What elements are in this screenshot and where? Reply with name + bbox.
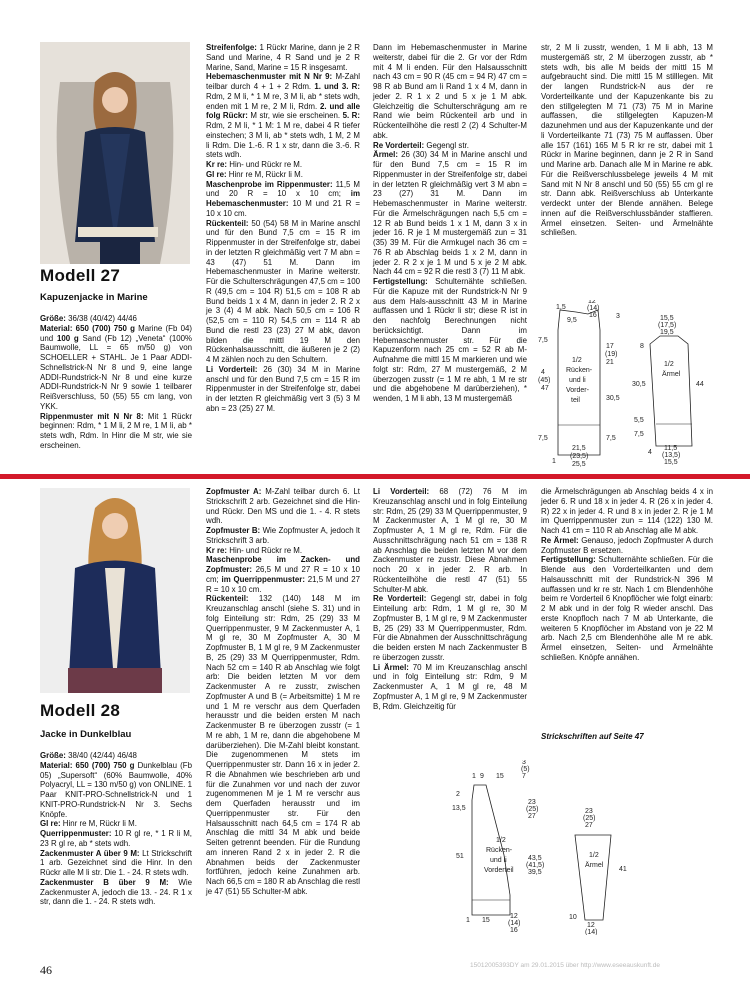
d27-h5: 30,5 <box>606 395 620 402</box>
model27-column-2 <box>206 43 360 414</box>
model28-photo-illustration <box>40 488 190 693</box>
d28-t4b: 7 <box>522 773 526 780</box>
model28-column-2 <box>206 487 360 897</box>
d27-h4a: (45) <box>538 377 551 384</box>
d27-label4: Vorder- <box>566 387 589 394</box>
d27-h3: 4 <box>541 369 545 376</box>
d27s-label2: Ärmel <box>662 371 681 378</box>
d28s-label1: 1/2 <box>589 852 599 859</box>
d28-b3a: (14) <box>508 920 521 927</box>
d27s-t1b: 19,5 <box>660 329 674 336</box>
d28-b3: 12 <box>510 913 518 920</box>
model27-col1-paragraph: Material: 650 (700) 750 g Marine (Fb 04) und 100 g Sand (Fb 12) „Veneta“ (100% Baumwolle, LL = 65 m/50 g) von SCHOELLER + STAHL. Je 1 Paar ADDI-Schnellstrick-N Nr 8 und 9, eine lange ADDI-Rundstrick-N Nr 8 und eine kurze ADDI-Rundstrick-N Nr 9 sowie 1 teilbarer Reißverschluss, 50 (55) 55 cm lang, von YKK. <box>40 323 193 411</box>
d27s-b2a: (13,5) <box>662 452 681 459</box>
model27-col2-paragraph: Streifenfolge: 1 Rückr Marine, dann je 2 R Sand und Marine, 4 R Sand und je 2 R Marine, Sand, Marine = 15 R insgesamt. <box>206 43 360 72</box>
model27-col2-paragraph: Hebemaschenmuster mit N Nr 9: M-Zahl teilbar durch 4 + 1 + 2 Rdm. 1. und 3. R: Rdm, 2 M li, * 1 M re, 3 M li, ab * stets wdh, enden mit 1 M re, 2 M li, Rdm. 2. und alle folg Rückr: M str, wie sie erscheinen. 5. R: Rdm, 2 M li, * 1 M: 1 M re, dabei 4 R tiefer einstechen; 3 M li, ab * stets wdh, 1 M, 2 M li Rdm. Die 1.-6. R 1 x str, dann die 3.-6. R stets wdh. <box>206 72 361 160</box>
model27-col1-paragraph: Größe: 36/38 (40/42) 44/46 <box>40 314 137 323</box>
d28-t2: 9 <box>480 773 484 780</box>
model28-column-3 <box>373 487 527 711</box>
d27-d4: 3 <box>616 313 620 320</box>
d27-d3a: (14) <box>587 305 600 312</box>
d28-label4: Vorderteil <box>484 867 514 874</box>
model27-col2-paragraph: Maschenprobe im Rippenmuster: 11,5 M und 20 R = 10 x 10 cm; im Hebemaschenmuster: 10 M und 21 R = 10 x 10 cm. <box>206 179 360 218</box>
model27-body-diagram <box>536 300 636 470</box>
model28-col1-paragraph: Zackenmuster A über 9 M: Lt Strickschrift 1 arb. Gezeichnet sind die Hinr. In den Rückr alle M li str. Die 1. - 24. R stets wdh. <box>40 848 192 877</box>
d27-w1: 1 <box>552 458 556 465</box>
d28s-b2: 12 <box>587 922 595 929</box>
model28-col1-paragraph: Zackenmuster B über 9 M: Wie Zackenmuster A, jedoch die 13. - 24. R 1 x str, dann die 1. - 24. R stets wdh. <box>40 877 192 907</box>
d27s-b2b: 15,5 <box>664 459 678 466</box>
model27-column-3 <box>373 43 527 404</box>
d27s-s1: 8 <box>640 343 644 350</box>
model28-col1-paragraph: Größe: 38/40 (42/44) 46/48 <box>40 751 137 760</box>
d27s-s2: 30,5 <box>632 381 646 388</box>
d27-label1: 1/2 <box>572 357 582 364</box>
model27-column-1 <box>40 314 192 451</box>
d28-h3a: (25) <box>526 806 539 813</box>
model28-col3-paragraph: Re Vorderteil: Gegengl str, dabei in folg Einteilung arb: Rdm, 1 M gl re, 30 M Zopfmuster B, 1 M gl re, 9 M Zackenmuster B, 25 (29) 33 M Querrippenmuster, Rdm. Für die Abnahmen der Ausschnittschrägung die beiden ersten M nach Zackenmuster B re überzogen zusstr. <box>373 594 527 662</box>
footer-watermark: 15012005393DY am 29.01.2015 über http://www.eseeauskunft.de <box>470 962 660 969</box>
d28s-t1a: (25) <box>583 815 596 822</box>
d28-h5: 43,5 <box>528 855 542 862</box>
d27-d3b: 16 <box>589 312 597 319</box>
model27-col1-paragraph: Rippenmuster mit N Nr 8: Mit 1 Rückr beginnen: Rdm, * 1 M li, 2 M re, 1 M li, ab * stets wdh, Rdm. In Hinr die M str, wie sie erscheinen. <box>40 411 192 450</box>
model28-photo <box>40 488 190 693</box>
model27-col2-paragraph: Kr re: Hin- und Rückr re M. <box>206 160 303 169</box>
model28-col4-paragraph: Fertigstellung: Schulternähte schließen. Für die Blende aus den Vorderteilkanten und dem Halsausschnitt mit der Rundstrick-N 396 M auffassen und kr re str. Nach 1 cm Blendenhöhe beim re Vorderteil 6 Knopflöcher wie folgt einarb: 2 M abk und in der folg R wieder anschl. Das erste Knopfloch nach 7 M ab Unterkante, die weiteren 5 Knopflöcher im Abstand von je 22 M arb. Nach 2,5 cm Blendenhöhe alle M re abk. Ärmel einsetzen, Seiten- und Ärmelnähte schließen. Knöpfe annähen. <box>541 555 713 662</box>
d27-h1: 7,5 <box>538 337 548 344</box>
model27-column-4 <box>541 43 713 238</box>
d28-b1: 1 <box>466 917 470 924</box>
d28s-label2: Ärmel <box>585 862 604 869</box>
d27-label5: teil <box>571 397 580 404</box>
d28-t4a: (5) <box>521 766 530 773</box>
d28s-s1: 41 <box>619 866 627 873</box>
model28-col1-paragraph: Querrippenmuster: 10 R gl re, * 1 R li M, 23 R gl re, ab * stets wdh. <box>40 829 192 848</box>
model27-col2-paragraph: Li Vorderteil: 26 (30) 34 M in Marine anschl und für den Bund 7,5 cm = 15 R im Rippenmuster in der Streifenfolge str, dabei in der letzten R gleichmäßig vert 3 (5) 3 M abn = 23 (25) 27 M. <box>206 364 360 413</box>
model27-col4-paragraph: str, 2 M li zusstr, wenden, 1 M li abh, 13 M mustergemäß str, 2 M überzogen zusstr, ab * stets wdh, bis alle M beids der mittl 15 M aufgebraucht sind. Die mittl 15 M stilllegen. Mit der langen Rundstrick-N aus der re Vorderteilkante und der Kapuzenkante bis zu den stillgelegten M 71 (73) 75 M in Marine auffassen, die stillgelegten Kapuzen-M dazunehmen und aus der Kapuzenkante und der li Vorderteilkante 71 (73) 75 M auffassen. Über alle 157 (161) 165 M 5 R kr re str, dabei mit 1 Rückr in Marine beginnen, dann je 2 R in Sand und Marine arb. Danach alle M in Marine re abk. Für die Reißverschlussbelege jeweils 4 M mit Sand mit N Nr 8 anschl und 50 (55) 55 cm gl re str. Dann abk. Reißverschluss ab Unterkante verdeckt unter der Blende annähen. Belege innen auf die Reißverschlussbänder staffieren. Ärmel einsetzen. Seiten- und Ärmelnähte schließen. <box>541 43 713 238</box>
d28-h4: 51 <box>456 853 464 860</box>
d28-h5b: 39,5 <box>528 869 542 876</box>
d27-w2: 21,5 <box>572 445 586 452</box>
section-divider <box>0 474 750 479</box>
d27-w2b: 25,5 <box>572 461 586 468</box>
d27-d1: 1,5 <box>556 304 566 311</box>
d27s-label1: 1/2 <box>664 361 674 368</box>
model27-title: Modell 27 <box>40 266 121 285</box>
d27-h4b: 47 <box>541 385 549 392</box>
d28-b3b: 16 <box>510 927 518 934</box>
d27-h2: 17 <box>606 343 614 350</box>
d28-t3: 15 <box>496 773 504 780</box>
model28-col3-paragraph: Li Vorderteil: 68 (72) 76 M im Kreuzanschlag anschl und in folg Einteilung str: Rdm, 25 (29) 33 M Querrippenmuster, 9 M Zackenmuster A, 1 M gl re, 30 M Zopfmuster A, 1 M gl re, Rdm. Für die Ausschnittschrägung nach 51 cm = 138 R ab Anschlag die beiden letzten M vor dem Zackenmuster re zusstr. Diese Abnahmen noch 20 x in jeder 2. R arb. In Rückenteilhöhe die restl 47 (51) 55 Schulter-M abk. <box>373 487 527 594</box>
d27-h2b: 21 <box>606 359 614 366</box>
d28-label3: und li <box>490 857 507 864</box>
d27s-b2: 11,5 <box>664 445 678 452</box>
d28-h2: 13,5 <box>452 805 466 812</box>
chart-reference-note: Strickschriften auf Seite 47 <box>541 732 644 741</box>
model28-col2-paragraph: Zopfmuster B: Wie Zopfmuster A, jedoch lt Strickschrift 3 arb. <box>206 526 360 545</box>
d27s-b1: 4 <box>648 449 652 456</box>
model28-column-1 <box>40 751 192 907</box>
d28-t4: 3 <box>522 760 526 766</box>
d28-label1: 1/2 <box>496 837 506 844</box>
model27-col2-paragraph: Rückenteil: 50 (54) 58 M in Marine anschl und für den Bund 7,5 cm = 15 R im Rippenmuster in der Streifenfolge str, dabei in der letzten R gleichmäßig vert 7 M abn = 43 (47) 51 M. Dann im Hebemaschenmuster in Marine weiterstr. Für die Schulterschrägungen 47,5 cm = 100 R (49,5 cm = 104 R) 51,5 cm = 108 R ab Bund beids 1 x 4 M, dann in jeder 2. R 2 x je 3 (4) 4 M abk. Nach 50,5 cm = 106 R (52,5 cm = 110 R) 54,5 cm = 114 R ab Bund die restl 23 (23) 27 M abk, davon bilden die mittl 19 M den Rückenhalsausschnitt, die äußeren je 2 (2) 4 M zählen noch zu den Schultern. <box>206 218 360 364</box>
model28-col2-paragraph: Kr re: Hin- und Rückr re M. <box>206 545 303 555</box>
model28-col3-paragraph: Li Ärmel: 70 M im Kreuzanschlag anschl und in folg Einteilung str: Rdm, 9 M Zackenmuster A, 1 M gl re, 48 M Zopfmuster A, 1 M gl re, 9 M Zackenmuster B, Rdm. Gleichzeitig für <box>373 662 527 711</box>
d28s-b1: 10 <box>569 914 577 921</box>
d27s-s3: 44 <box>696 381 704 388</box>
model27-photo-illustration <box>40 42 190 264</box>
model28-body-diagram <box>450 760 550 935</box>
d28-t1: 1 <box>472 773 476 780</box>
model28-column-4 <box>541 487 713 663</box>
d28-h3b: 27 <box>528 813 536 820</box>
model28-col1-paragraph: Gl re: Hinr re M, Rückr li M. <box>40 819 137 829</box>
d28-h1: 2 <box>456 791 460 798</box>
model28-col4-paragraph: die Ärmelschrägungen ab Anschlag beids 4 x in jeder 6. R und 18 x in jeder 4. R (26 x in jeder 4. R) 22 x in jeder 4. R und 8 x in jeder 2. R je 1 M im Querrippenmuster zun = 114 (122) 130 M. Nach 41 cm = 110 R ab Anschlag alle M abk. <box>541 487 713 535</box>
model28-col4-paragraph: Re Ärmel: Genauso, jedoch Zopfmuster A durch Zopfmuster B ersetzen. <box>541 535 713 555</box>
d28s-t1b: 27 <box>585 822 593 829</box>
d28-h3: 23 <box>528 799 536 806</box>
model28-col2-paragraph: Rückenteil: 132 (140) 148 M im Kreuzanschlag anschl (siehe S. 31) und in folg Einteilung str: Rdm, 25 (29) 33 M Querrippenmuster, 9 M Zackenmuster A, 1 M gl re, 30 M Zopfmuster A, 30 M Zopfmuster B, 1 M gl re, 9 M Zackenmuster B, 25 (29) 33 M Querrippenmuster, Rdm. Nach 52 cm = 140 R ab Anschlag wie folgt arb: Die beiden letzten M vor dem Zackenmuster A re zusstr, zwischen Zopfmuster A und B (= Arbeitsmitte) 1 M re und 1 M re verschr aus dem Querfaden herausstr und die beiden ersten M nach Zackenmuster B re überzogen zusstr (= 1 M re abh, 1 M re, dann die abgehobene M darüberziehen). Die M-Zahl bleibt konstant. Die zugenommenen M stets im Querrippenmuster str. Dann 16 x in jeder 2. R die Abnahmen wie beschrieben arb und für die Zunahmen vor und nach der zuvor zugenommenen M je 1 M re verschr aus dem Querfaden herausstr und im Querrippenmuster str. Für den Halsausschnitt nach 64,5 cm = 174 R ab Anschlag die mittl 34 M abk und beide Seiten getrennt beenden. Für die Rundung am inneren Rand 2 x in jeder 2. R die Abnahmen beids der Zackenmuster fortführen, jedoch keine Zunahmen arb. Nach 66,5 cm = 180 R ab Anschlag die restl je 47 (51) 55 Schulter-M abk. <box>206 594 360 896</box>
page-number: 46 <box>40 963 52 977</box>
d27-label3: und li <box>569 377 586 384</box>
d28s-b2a: (14) <box>585 929 598 935</box>
d28-h5a: (41,5) <box>526 862 545 869</box>
d28-label2: Rücken- <box>486 847 513 854</box>
d27s-s4: 5,5 <box>634 417 644 424</box>
model27-col2-paragraph: Gl re: Hinr re M, Rückr li M. <box>206 169 303 179</box>
d27-w2a: (23,5) <box>570 453 589 460</box>
model28-subtitle: Jacke in Dunkelblau <box>40 729 132 740</box>
model27-col3-paragraph: Fertigstellung: Schulternähte schließen. Für die Kapuze mit der Rundstrick-N Nr 9 aus dem Hals-ausschnitt 43 M in Marine auffassen und 1 Rückr li str; diese R ist in den nachfolg Berechnungen nicht berücksichtigt. Dann im Hebemaschenmuster str. Für die Kapuzenform nach 25 cm = 52 R ab M-Aufnahme die mittl 15 M markieren und wie folgt str: Rdm, 27 M mustergemäß, 2 M überzogen zusstr (= 1 M re abh, 1 M re str und die abgehobene M darüberziehen), * wenden, 1 M li abh, 13 M mustergemäß <box>373 277 527 403</box>
d27-h2a: (19) <box>605 351 618 358</box>
d27-h7: 7,5 <box>606 435 616 442</box>
model28-col2-paragraph: Zopfmuster A: M-Zahl teilbar durch 6. Lt Strickschrift 2 arb. Gezeichnet sind die Hin- und Rückr. Den MS und die 1. - 4. R stets wdh. <box>206 487 361 526</box>
model28-col1-paragraph: Material: 650 (700) 750 g Dunkelblau (Fb 05) „Supersoft“ (60% Baumwolle, 40% Polyacryl, LL = 130 m/50 g) von ONLINE. 1 Paar KNIT-PRO-Schnellstrick-N und 1 KNIT-PRO-Rundstrick-N Nr 3. Sechs Knöpfe. <box>40 760 193 819</box>
d27-label2: Rücken- <box>566 367 593 374</box>
d27s-s5: 7,5 <box>634 431 644 438</box>
model27-subtitle: Kapuzenjacke in Marine <box>40 292 148 303</box>
model27-col3-paragraph: Re Vorderteil: Gegengl str. <box>373 140 469 150</box>
d27-d2: 9,5 <box>567 317 577 324</box>
d27-h6: 7,5 <box>538 435 548 442</box>
d28s-t1: 23 <box>585 808 593 815</box>
model28-title: Modell 28 <box>40 701 121 720</box>
d28-b2: 15 <box>482 917 490 924</box>
model28-sleeve-diagram <box>555 805 635 935</box>
model27-col3-paragraph: Ärmel: 26 (30) 34 M in Marine anschl und für den Bund 7,5 cm = 15 R im Rippenmuster in der Streifenfolge str, dabei in der letzten R gleichmäßig vert 3 M abn = 23 (27) 31 M. Dann im Hebemaschenmuster in Marine weiterstr. Für die Ärmelschrägungen nach 5,5 cm = 12 R ab Bund beids 1 x 1 M, dann 3 x in jeder 16. R je 1 M mustergemäß zun = 31 (35) 39 M. Für die Armkugel nach 36 cm = 76 R ab Abschlag beids 1 x 2 M, dann in jeder 2. R 2 x je 1 M und 5 x je 2 M abk. Nach 44 cm = 92 R die restl 3 (7) 11 M abk. <box>373 150 527 277</box>
d27s-t1: 15,5 <box>660 315 674 322</box>
d27s-t1a: (17,5) <box>658 322 677 329</box>
model27-photo <box>40 42 190 264</box>
d27-d3: 12 <box>588 300 596 305</box>
model27-sleeve-diagram <box>630 314 720 474</box>
model27-col3-paragraph: Dann im Hebemaschenmuster in Marine weiterstr, dabei für die 2. Gr vor der Rdm mit 4 M li enden. Für den Halsausschnitt nach 43 cm = 90 R (45 cm = 94 R) 47 cm = 98 R ab Bund am li Rand 1 x 4 M, dann in jeder 2. R 1 x 2 und 5 x je 1 M abk. Gleichzeitig die Schulterschrägung am re Rand wie beim Rückenteil arb und in Rückenteilhöhe die restl 2 (2) 4 Schulter-M abk. <box>373 43 527 140</box>
model28-col2-paragraph: Maschenprobe im Zacken- und Zopfmuster: 26,5 M und 27 R = 10 x 10 cm; im Querrippenmuster: 21,5 M und 27 R = 10 x 10 cm. <box>206 555 360 594</box>
